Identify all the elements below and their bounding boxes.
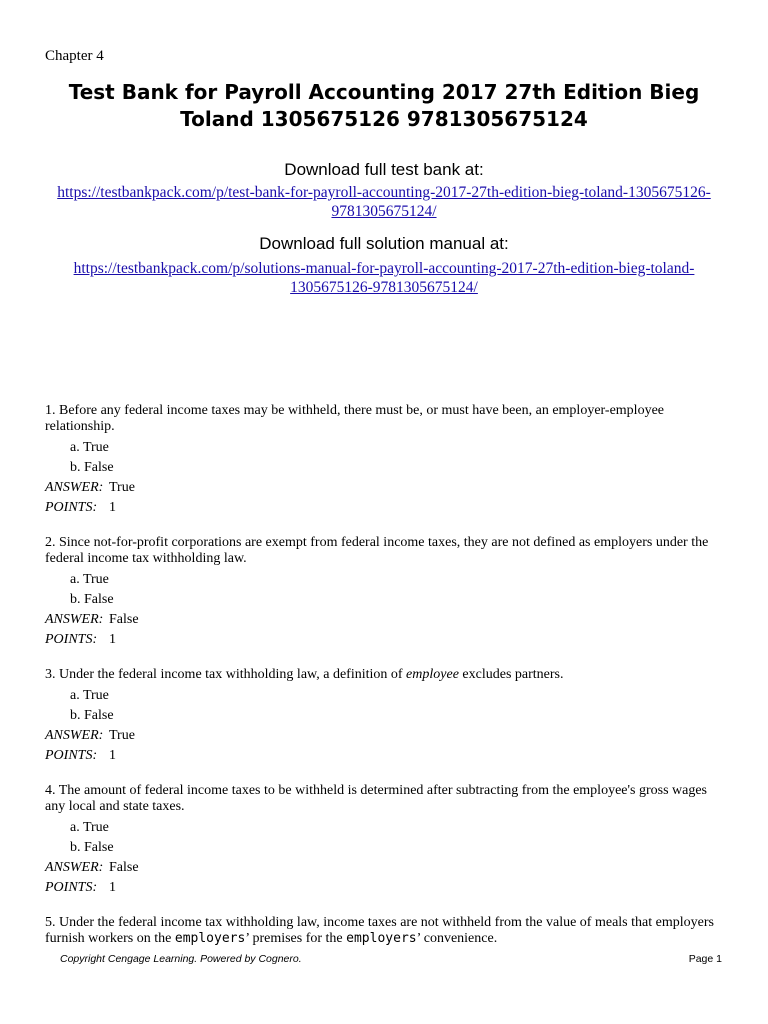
question-text: 2. Since not-for-profit corporations are exempt from federal income taxes, they are not defined as employers under the federal income tax withholding law. bbox=[45, 535, 709, 566]
question-text: 1. Before any federal income taxes may be withheld, there must be, or must have been, an employer-employee relationship. bbox=[45, 403, 664, 434]
points-label: POINTS: bbox=[45, 632, 98, 647]
page-number: Page 1 bbox=[688, 953, 722, 965]
test-bank-download-link[interactable]: https://testbankpack.com/p/test-bank-for-payroll-accounting-2017-27th-edition-bieg-toland-1305675126-9781305675124/ bbox=[57, 184, 711, 220]
question-text-part: ’ convenience. bbox=[416, 931, 498, 946]
question-text-start: 3. Under the federal income tax withholding law, a definition of bbox=[45, 667, 407, 682]
points-value: 1 bbox=[109, 880, 116, 895]
question-text: 4. The amount of federal income taxes to be withheld is determined after subtracting from the employee's gross wages any local and state taxes. bbox=[45, 783, 708, 814]
answer-value: True bbox=[109, 728, 135, 743]
question-item bbox=[45, 667, 725, 766]
answer-label: ANSWER: bbox=[45, 612, 104, 627]
answer-value: False bbox=[109, 612, 139, 627]
question-item bbox=[45, 535, 725, 650]
answer-label: ANSWER: bbox=[45, 728, 104, 743]
answer-row bbox=[45, 478, 725, 498]
option-b: b. False bbox=[70, 840, 114, 855]
points-row bbox=[45, 630, 725, 650]
option-a: a. True bbox=[70, 820, 109, 835]
question-item bbox=[45, 403, 725, 518]
option-b: b. False bbox=[70, 460, 114, 475]
document-title: Test Bank for Payroll Accounting 2017 27th Edition Bieg Toland 1305675126 9781305675124 bbox=[68, 80, 700, 131]
points-value: 1 bbox=[109, 500, 116, 515]
answer-label: ANSWER: bbox=[45, 860, 104, 875]
question-text-part: 5. Under the federal income tax withholding law, income taxes are not withheld from the value of meals that employers furnish workers on the bbox=[45, 915, 714, 946]
option-b: b. False bbox=[70, 592, 114, 607]
points-row bbox=[45, 746, 725, 766]
points-label: POINTS: bbox=[45, 748, 98, 763]
option-a: a. True bbox=[70, 688, 109, 703]
points-value: 1 bbox=[109, 748, 116, 763]
points-value: 1 bbox=[109, 632, 116, 647]
answer-value: True bbox=[109, 480, 135, 495]
points-row bbox=[45, 878, 725, 898]
question-list bbox=[45, 403, 725, 964]
question-text bbox=[45, 915, 725, 947]
question-text-term: employers bbox=[346, 931, 417, 946]
page-footer bbox=[60, 953, 722, 965]
option-a: a. True bbox=[70, 440, 109, 455]
points-row bbox=[45, 498, 725, 518]
option-b: b. False bbox=[70, 708, 114, 723]
answer-label: ANSWER: bbox=[45, 480, 104, 495]
points-label: POINTS: bbox=[45, 500, 98, 515]
answer-value: False bbox=[109, 860, 139, 875]
question-item bbox=[45, 783, 725, 898]
chapter-label: Chapter 4 bbox=[45, 48, 104, 64]
question-item bbox=[45, 915, 725, 947]
test-bank-download-heading: Download full test bank at: bbox=[284, 160, 484, 179]
question-text bbox=[45, 667, 725, 683]
question-text-end: excludes partners. bbox=[458, 667, 564, 682]
solution-manual-download-link[interactable]: https://testbankpack.com/p/solutions-manual-for-payroll-accounting-2017-27th-edition-bieg-toland-1305675126-9781305675124/ bbox=[73, 260, 695, 296]
answer-row bbox=[45, 858, 725, 878]
option-a: a. True bbox=[70, 572, 109, 587]
answer-row bbox=[45, 610, 725, 630]
question-text-term: employers bbox=[174, 931, 246, 946]
answer-row bbox=[45, 726, 725, 746]
solution-manual-download-heading: Download full solution manual at: bbox=[259, 234, 509, 253]
question-text-emphasis: employee bbox=[406, 667, 459, 682]
copyright-notice: Copyright Cengage Learning. Powered by Cognero. bbox=[60, 953, 302, 965]
points-label: POINTS: bbox=[45, 880, 98, 895]
question-text-part: ’ premises for the bbox=[245, 931, 347, 946]
